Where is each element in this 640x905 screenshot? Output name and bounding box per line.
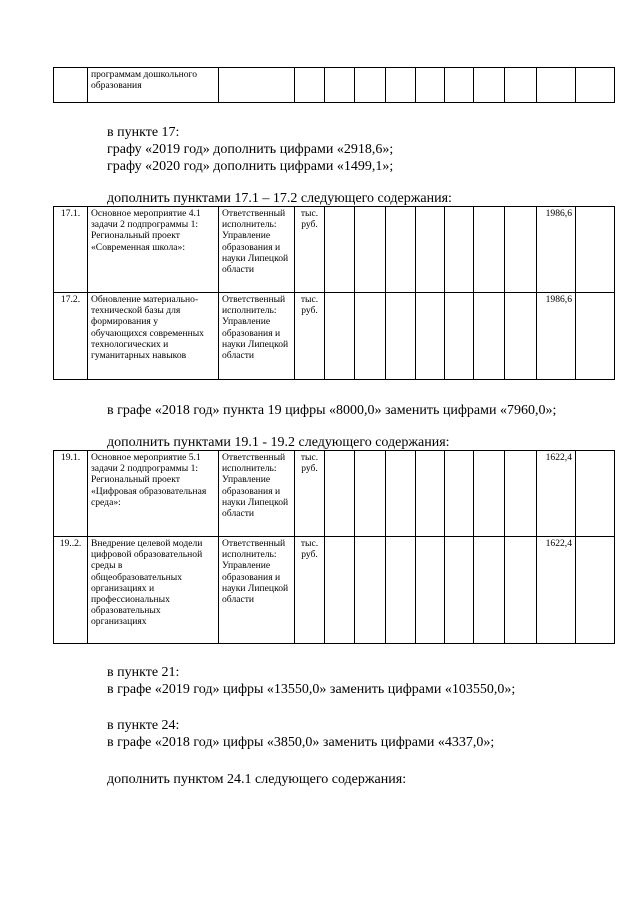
empty-cell [355,68,386,103]
table-row [54,293,615,380]
table-items-17 [53,206,615,380]
empty-cell [386,451,416,537]
empty-cell [386,68,416,103]
empty-cell [355,451,386,537]
empty-cell [474,293,505,380]
executor-cell: Ответственный исполнитель: Управление образования и науки Липецкой области [219,537,295,644]
empty-cell [325,293,355,380]
empty-cell [416,293,445,380]
paragraph-item-17-line2: графу «2020 год» дополнить цифрами «1499,1»; [107,159,394,174]
empty-cell [474,451,505,537]
empty-cell [386,293,416,380]
row-number-cell: 19.1. [54,451,88,537]
row-number-cell: 17.1. [54,207,88,293]
empty-cell [445,207,474,293]
executor-cell: Ответственный исполнитель: Управление образования и науки Липецкой области [219,451,295,537]
executor-cell: Ответственный исполнитель: Управление образования и науки Липецкой области [219,207,295,293]
empty-cell [355,293,386,380]
empty-cell [416,207,445,293]
activity-name-cell: Внедрение целевой модели цифровой образовательной среды в общеобразовательных организациях и профессиональных образовательных организациях [88,537,219,644]
row-number-cell: 17.2. [54,293,88,380]
empty-cell [325,451,355,537]
empty-cell [445,451,474,537]
empty-cell [474,68,505,103]
empty-cell [537,68,576,103]
value-cell: 1622,4 [537,451,576,537]
empty-cell [445,68,474,103]
paragraph-add-17: дополнить пунктами 17.1 – 17.2 следующего содержания: [107,191,452,206]
table-row [54,451,615,537]
continuation-table [53,67,615,103]
activity-name-cell: программам дошкольного образования [88,68,219,103]
table-row [54,537,615,644]
value-cell [576,68,615,103]
empty-cell [355,537,386,644]
empty-cell [416,537,445,644]
paragraph-add-19: дополнить пунктами 19.1 - 19.2 следующего содержания: [107,435,450,450]
empty-cell [445,293,474,380]
table-row [54,207,615,293]
activity-name-cell: Обновление материально-технической базы для формирования у обучающихся современных технологических и гуманитарных навыков [88,293,219,380]
paragraph-item-24-heading: в пункте 24: [107,718,180,733]
unit-cell: тыс. руб. [295,293,325,380]
empty-cell [576,293,615,380]
paragraph-item-19: в графе «2018 год» пункта 19 цифры «8000,0» заменить цифрами «7960,0»; [107,403,557,418]
value-cell: 1986,6 [537,293,576,380]
empty-cell [355,207,386,293]
empty-cell [505,293,537,380]
row-number-cell [54,68,88,103]
paragraph-item-21-heading: в пункте 21: [107,665,180,680]
executor-cell [219,68,295,103]
empty-cell [505,537,537,644]
empty-cell [576,537,615,644]
table-items-19 [53,450,615,644]
empty-cell [386,207,416,293]
paragraph-item-21-line1: в графе «2019 год» цифры «13550,0» заменить цифрами «103550,0»; [107,682,516,697]
unit-cell: тыс. руб. [295,451,325,537]
paragraph-item-24-line1: в графе «2018 год» цифры «3850,0» заменить цифрами «4337,0»; [107,735,495,750]
empty-cell [325,68,355,103]
empty-cell [474,207,505,293]
executor-cell: Ответственный исполнитель: Управление образования и науки Липецкой области [219,293,295,380]
unit-cell: тыс. руб. [295,537,325,644]
empty-cell [445,537,474,644]
empty-cell [576,207,615,293]
empty-cell [505,207,537,293]
table-row [54,68,615,103]
empty-cell [386,537,416,644]
paragraph-item-17-line1: графу «2019 год» дополнить цифрами «2918,6»; [107,142,394,157]
row-number-cell: 19..2. [54,537,88,644]
empty-cell [325,207,355,293]
value-cell: 1986,6 [537,207,576,293]
empty-cell [474,537,505,644]
unit-cell: тыс. руб. [295,207,325,293]
value-cell: 1622,4 [537,537,576,644]
activity-name-cell: Основное мероприятие 5.1 задачи 2 подпрограммы 1: Региональный проект «Цифровая образовательная среда»: [88,451,219,537]
empty-cell [325,537,355,644]
activity-name-cell: Основное мероприятие 4.1 задачи 2 подпрограммы 1: Региональный проект «Современная школа»: [88,207,219,293]
empty-cell [505,68,537,103]
empty-cell [416,451,445,537]
empty-cell [505,451,537,537]
empty-cell [416,68,445,103]
unit-cell [295,68,325,103]
paragraph-add-24: дополнить пунктом 24.1 следующего содержания: [107,772,407,787]
paragraph-item-17-heading: в пункте 17: [107,125,180,140]
empty-cell [576,451,615,537]
